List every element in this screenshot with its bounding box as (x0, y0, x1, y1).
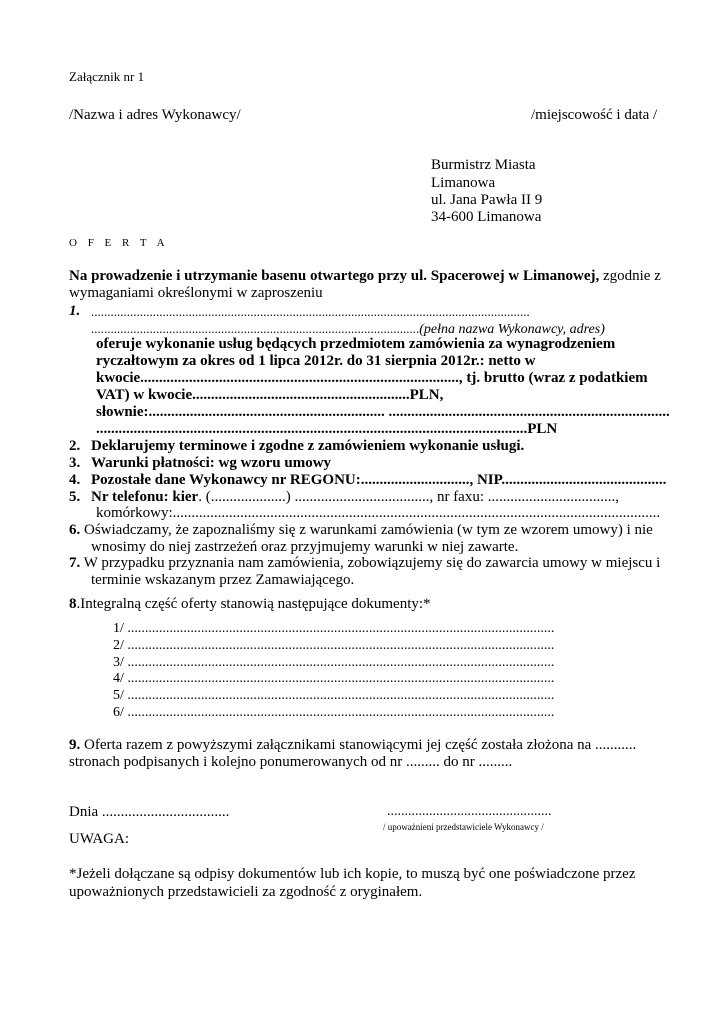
item-1-number: 1. (69, 303, 81, 319)
item-5-number: 5. (69, 489, 81, 505)
item-9-text-1: Oferta razem z powyższymi załącznikami stanowiącymi jej część została złożona na ........... (80, 737, 637, 753)
item-6-text-1: Oświadczamy, że zapoznaliśmy się z warunkami zamówienia (w tym ze wzorem umowy) i nie (80, 522, 653, 538)
item-5-line-1 (91, 489, 619, 506)
item-1-line-5: kwocie....................................................................................., tj. brutto (wraz z podatkiem (96, 370, 648, 386)
attachment-label: Załącznik nr 1 (69, 69, 145, 84)
document-line-3: 3/ .......................................................................................................................... (113, 655, 555, 670)
item-9-line-1 (69, 737, 636, 754)
document-line-4: 4/ .......................................................................................................................... (113, 671, 555, 686)
document-line-1: 1/ .......................................................................................................................... (113, 621, 555, 636)
item-7-number: 7. (69, 555, 81, 571)
item-6-line-1 (69, 522, 653, 539)
addressee-line-3: ul. Jana Pawła II 9 (431, 192, 543, 208)
item-9-line-2: stronach podpisanych i kolejno ponumerowanych od nr ......... do nr ......... (69, 754, 513, 770)
item-1-line-4: ryczałtowym za okres od 1 lipca 2012r. do 31 sierpnia 2012r.: netto w (96, 353, 536, 369)
phone-rest: . (....................) ...................................., nr faxu: .................................., (198, 489, 620, 505)
intro-normal: zgodnie z (599, 268, 661, 284)
item-1-line-7: słownie:............................................................... ........................................................................... (96, 404, 670, 420)
item-8-text: .Integralną część oferty stanowią następujące dokumenty:* (76, 596, 431, 612)
item-3-number: 3. (69, 455, 81, 471)
place-date-label: /miejscowość i data / (531, 107, 658, 123)
item-2-number: 2. (69, 438, 81, 454)
item-7-line-1 (69, 555, 660, 572)
item-3-text: Warunki płatności: wg wzoru umowy (91, 455, 332, 471)
addressee-line-4: 34-600 Limanowa (431, 209, 542, 225)
fullname-note: (pełna nazwa Wykonawcy, adres) (419, 322, 605, 337)
note-line-1: *Jeżeli dołączane są odpisy dokumentów lub ich kopie, to muszą być one poświadczone przez (69, 866, 636, 882)
item-6-number: 6. (69, 522, 81, 538)
signature-dots: ............................................... (387, 804, 552, 819)
item-9-number: 9. (69, 737, 81, 753)
document-line-5: 5/ .......................................................................................................................... (113, 688, 555, 703)
addressee-line-2: Limanowa (431, 175, 496, 191)
item-1-dots-2-text: ..................................................................................................... (91, 321, 420, 336)
addressee-line-1: Burmistrz Miasta (431, 157, 536, 173)
document-title: O F E R T A (69, 237, 169, 249)
date-line: Dnia .................................. (69, 804, 230, 820)
item-8-number: 8 (69, 596, 77, 612)
intro-bold: Na prowadzenie i utrzymanie basenu otwartego przy ul. Spacerowej w Limanowej, (69, 268, 600, 284)
item-4-number: 4. (69, 472, 81, 488)
item-2-text: Deklarujemy terminowe i zgodne z zamówieniem wykonanie usługi. (91, 438, 525, 454)
item-1-line-6: VAT) w kwocie..........................................................PLN, (96, 387, 444, 403)
item-1-line-3: oferuje wykonanie usług będących przedmiotem zamówienia za wynagrodzeniem (96, 336, 616, 352)
item-4-text: Pozostałe dane Wykonawcy nr REGONU:............................., NIP............................................ (91, 472, 667, 488)
intro-line-2: wymaganiami określonymi w zaproszeniu (69, 285, 323, 301)
item-7-line-2: terminie wskazanym przez Zamawiającego. (91, 572, 355, 588)
signature-caption: / upoważnieni przedstawiciele Wykonawcy / (383, 822, 544, 832)
item-6-line-2: wnosimy do niej zastrzeżeń oraz przyjmujemy warunki w niej zawarte. (91, 539, 519, 555)
contractor-name-label: /Nazwa i adres Wykonawcy/ (69, 107, 241, 123)
item-1-line-8: ...................................................................................................................PLN (96, 421, 558, 437)
phone-label: Nr telefonu: kier (91, 489, 199, 505)
item-1-dots-1: ....................................................................................................................................... (91, 304, 530, 319)
item-5-line-2: komórkowy:.................................................................................................................................. (96, 505, 661, 521)
note-line-2: upoważnionych przedstawicieli za zgodność z oryginałem. (69, 884, 423, 900)
item-7-text-1: W przypadku przyznania nam zamówienia, zobowiązujemy się do zawarcia umowy w miejscu i (80, 555, 661, 571)
note-label: UWAGA: (69, 831, 129, 847)
item-8-line (69, 596, 431, 613)
document-line-6: 6/ .......................................................................................................................... (113, 705, 555, 720)
intro-line-1 (69, 268, 661, 285)
document-line-2: 2/ .......................................................................................................................... (113, 638, 555, 653)
